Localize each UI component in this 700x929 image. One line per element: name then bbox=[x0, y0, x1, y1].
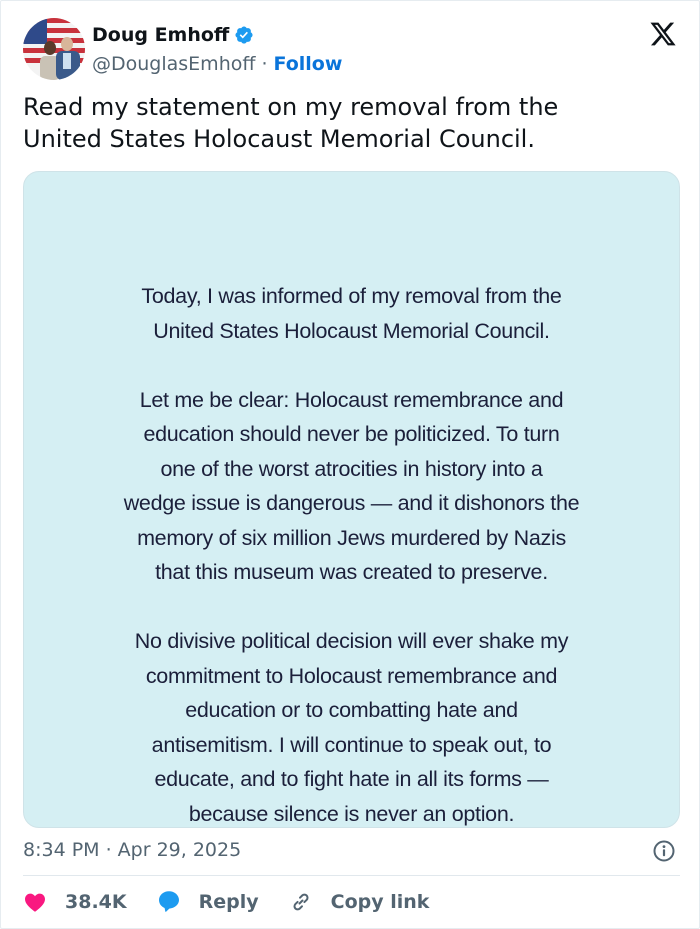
separator-dot: · bbox=[261, 53, 268, 75]
tweet-text-line: Read my statement on my removal from the bbox=[23, 93, 559, 121]
statement-line: education should never be politicized. To turn bbox=[143, 422, 560, 446]
statement-line: because silence is never an option. bbox=[188, 801, 515, 826]
handle-row bbox=[92, 50, 342, 78]
tweet-text-line: United States Holocaust Memorial Council. bbox=[23, 125, 535, 153]
verified-badge-icon bbox=[234, 25, 254, 45]
tweet-text bbox=[23, 91, 663, 155]
avatar[interactable] bbox=[23, 18, 85, 80]
follow-button[interactable]: Follow bbox=[273, 53, 343, 75]
statement-line: No divisive political decision will ever shake my bbox=[134, 629, 569, 653]
statement-line: United States Holocaust Memorial Council. bbox=[153, 318, 550, 343]
statement-line: that this museum was created to preserve. bbox=[155, 560, 548, 584]
statement-image[interactable] bbox=[23, 171, 680, 828]
name-row bbox=[92, 20, 342, 50]
divider bbox=[23, 875, 680, 876]
tweet-header bbox=[23, 18, 342, 80]
link-icon bbox=[289, 890, 313, 914]
author-handle[interactable]: @DouglasEmhoff bbox=[92, 53, 256, 75]
info-icon[interactable] bbox=[652, 839, 676, 863]
reply-bubble-icon bbox=[157, 890, 181, 914]
statement-line: Today, I was informed of my removal from the bbox=[141, 284, 562, 308]
statement-paragraph-2 bbox=[24, 383, 679, 590]
statement-paragraph-1 bbox=[24, 279, 679, 348]
author-name[interactable]: Doug Emhoff bbox=[92, 24, 230, 46]
like-count: 38.4K bbox=[65, 891, 127, 913]
statement-line: educate, and to fight hate in all its forms — bbox=[154, 767, 549, 791]
statement-line: antisemitism. I will continue to speak out, to bbox=[151, 732, 552, 757]
reply-label: Reply bbox=[198, 891, 259, 913]
statement-line: memory of six million Jews murdered by Nazis bbox=[137, 525, 566, 550]
tweet-timestamp[interactable]: 8:34 PM · Apr 29, 2025 bbox=[23, 839, 242, 861]
author-identity bbox=[92, 20, 342, 78]
statement-line: education or to combatting hate and bbox=[185, 698, 518, 722]
statement-line: commitment to Holocaust remembrance and bbox=[145, 663, 558, 688]
avatar-image bbox=[23, 18, 85, 80]
statement-line: one of the worst atrocities in history into a bbox=[160, 456, 543, 481]
copy-link-button[interactable] bbox=[289, 890, 430, 914]
statement-line: wedge issue is dangerous — and it dishonors the bbox=[123, 491, 580, 515]
statement-paragraph-3 bbox=[24, 624, 679, 828]
statement-line: Let me be clear: Holocaust remembrance and bbox=[139, 387, 564, 412]
reply-button[interactable] bbox=[157, 890, 259, 914]
statement-text bbox=[24, 279, 679, 828]
like-button[interactable] bbox=[23, 890, 127, 914]
x-logo-icon[interactable] bbox=[648, 20, 678, 48]
tweet-actions bbox=[23, 888, 429, 916]
heart-icon bbox=[23, 890, 47, 914]
copy-link-label: Copy link bbox=[330, 891, 430, 913]
